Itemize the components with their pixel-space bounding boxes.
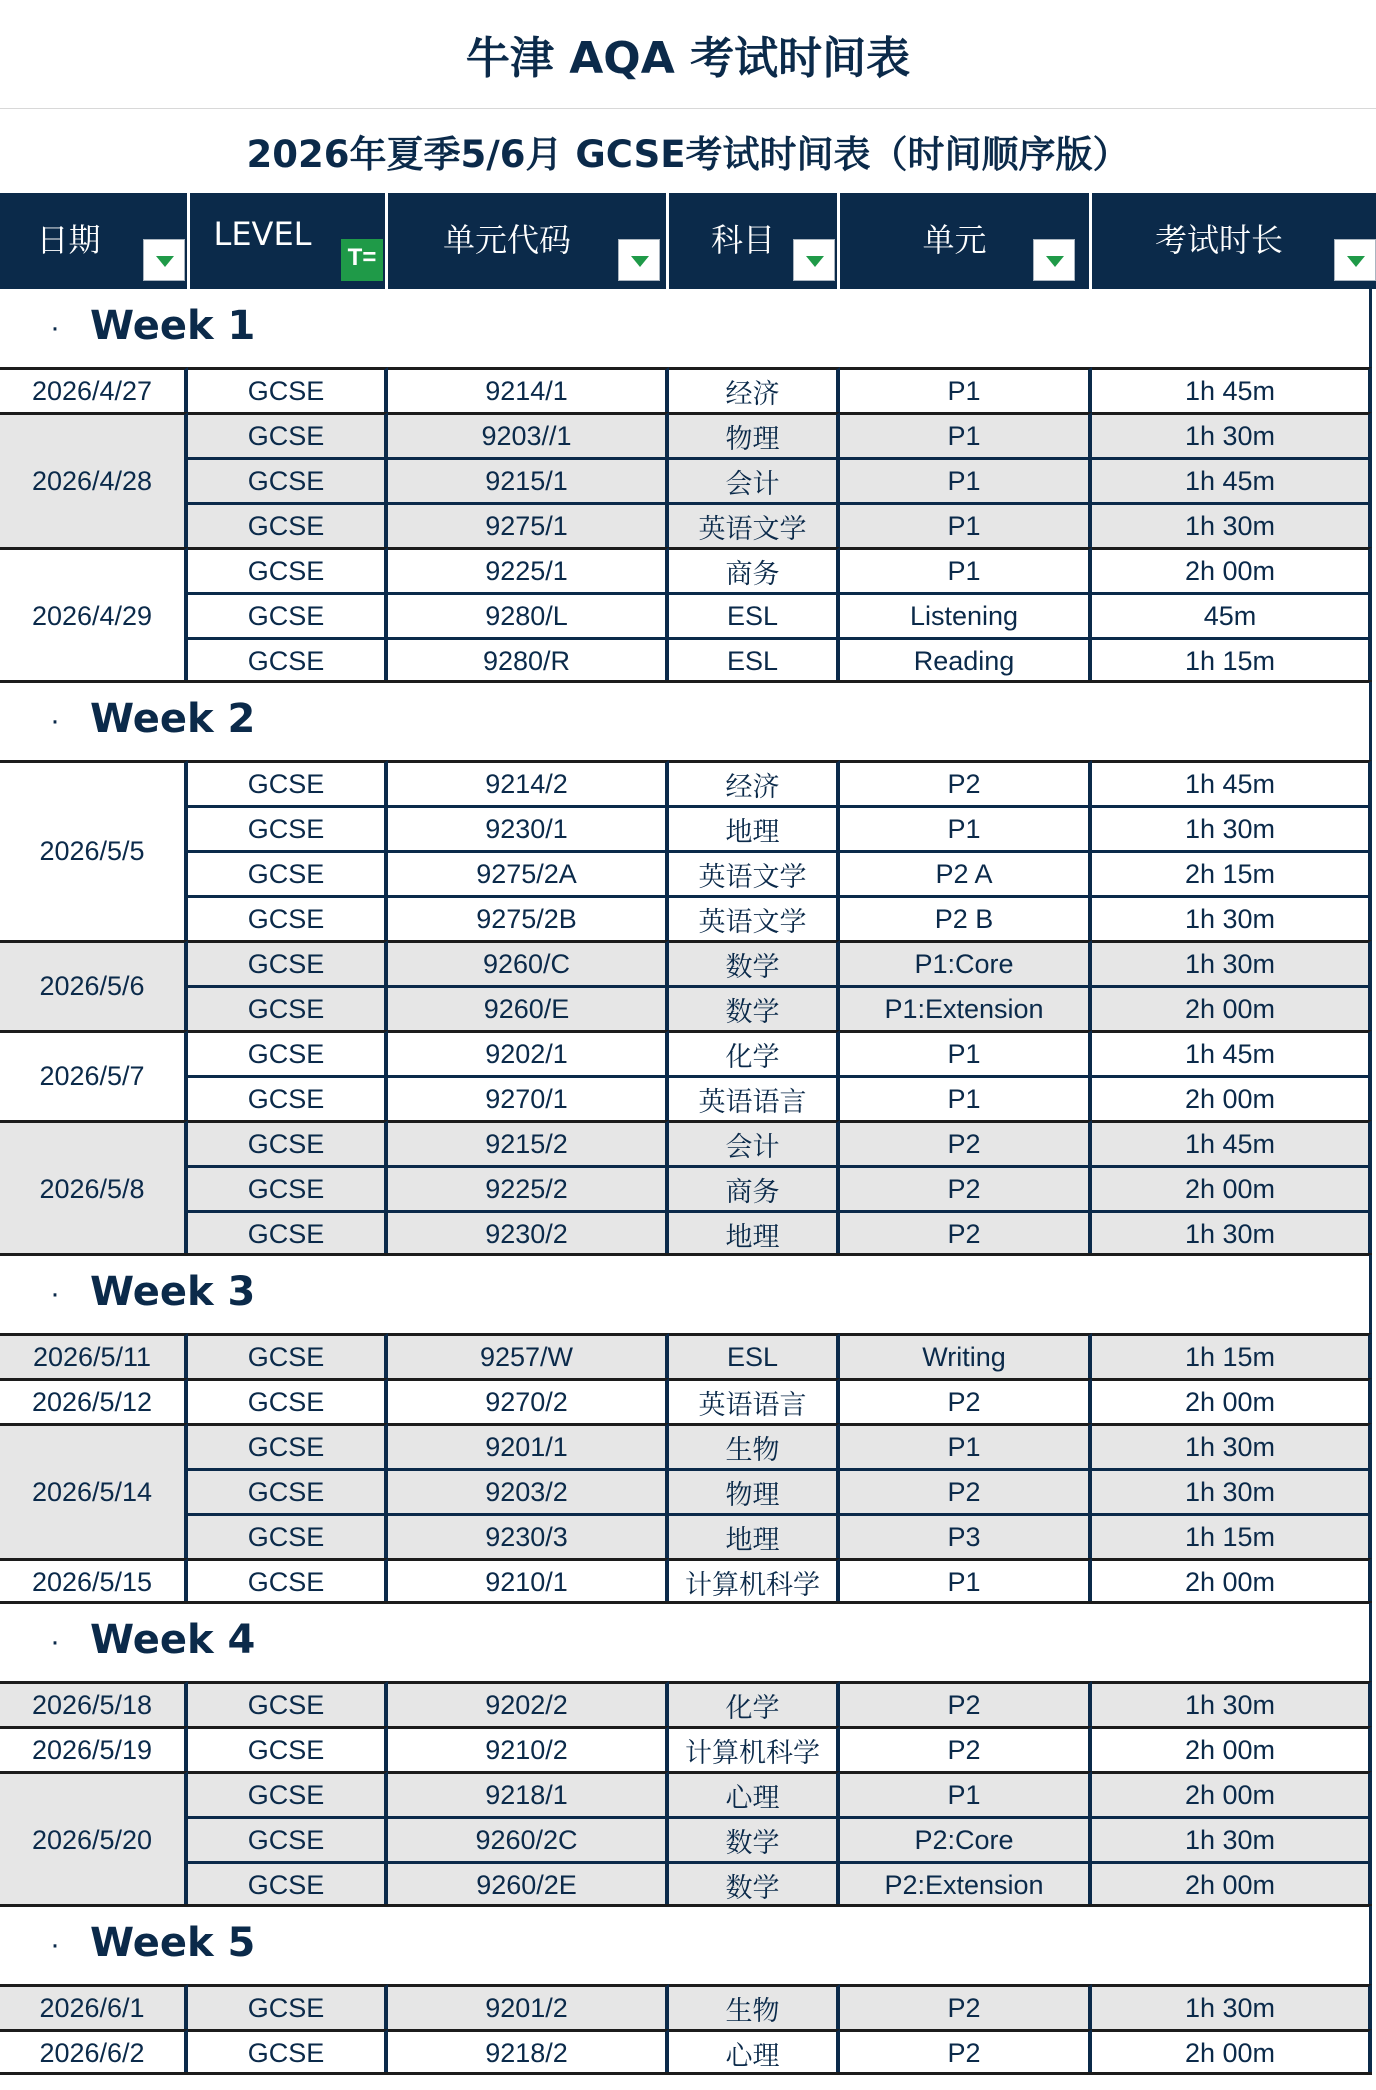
- week-heading: [0, 1906, 1372, 1984]
- unit-code-cell: 9218/1: [388, 1771, 669, 1816]
- unit-cell: P2: [840, 1378, 1092, 1423]
- duration-cell: 2h 00m: [1092, 547, 1372, 592]
- unit-cell: P1:Core: [840, 940, 1092, 985]
- subject-cell: 化学: [669, 1030, 840, 1075]
- date-cell: 2026/5/6: [0, 940, 188, 1030]
- level-cell: GCSE: [188, 1726, 388, 1771]
- unit-code-cell: 9215/2: [388, 1120, 669, 1165]
- subject-cell: ESL: [669, 1333, 840, 1378]
- filter-dropdown-icon[interactable]: [618, 239, 660, 281]
- unit-code-cell: 9214/2: [388, 760, 669, 805]
- level-cell: GCSE: [188, 1423, 388, 1468]
- column-header-level[interactable]: [190, 193, 388, 289]
- column-header-label: 日期: [36, 221, 101, 259]
- date-cell: 2026/5/14: [0, 1423, 188, 1558]
- duration-cell: 2h 00m: [1092, 985, 1372, 1030]
- unit-code-cell: 9270/1: [388, 1075, 669, 1120]
- level-cell: GCSE: [188, 412, 388, 457]
- unit-code-cell: 9260/2E: [388, 1861, 669, 1906]
- subject-cell: ESL: [669, 637, 840, 682]
- duration-cell: 1h 30m: [1092, 1984, 1372, 2029]
- duration-cell: 1h 15m: [1092, 1333, 1372, 1378]
- column-header-label: 科目: [710, 221, 775, 259]
- subject-cell: 英语文学: [669, 895, 840, 940]
- date-cell: 2026/6/2: [0, 2029, 188, 2074]
- week-heading: [0, 1255, 1372, 1333]
- level-cell: GCSE: [188, 805, 388, 850]
- unit-code-cell: 9225/2: [388, 1165, 669, 1210]
- duration-cell: 1h 30m: [1092, 502, 1372, 547]
- level-cell: GCSE: [188, 760, 388, 805]
- column-header-label: 单元代码: [442, 221, 571, 259]
- unit-cell: P1:Extension: [840, 985, 1092, 1030]
- subject-cell: 数学: [669, 985, 840, 1030]
- page-subtitle: 2026年夏季5/6月 GCSE考试时间表（时间顺序版）: [246, 133, 1130, 176]
- date-cell: 2026/5/5: [0, 760, 188, 940]
- column-header-subject[interactable]: [669, 193, 840, 289]
- level-cell: GCSE: [188, 1210, 388, 1255]
- date-cell: 2026/4/27: [0, 367, 188, 412]
- unit-code-cell: 9280/L: [388, 592, 669, 637]
- level-cell: GCSE: [188, 1771, 388, 1816]
- unit-cell: P2: [840, 2029, 1092, 2074]
- duration-cell: 45m: [1092, 592, 1372, 637]
- unit-code-cell: 9230/3: [388, 1513, 669, 1558]
- unit-code-cell: 9215/1: [388, 457, 669, 502]
- unit-code-cell: 9218/2: [388, 2029, 669, 2074]
- subject-cell: 会计: [669, 457, 840, 502]
- unit-cell: P1: [840, 805, 1092, 850]
- week-label: Week 3: [90, 1269, 256, 1315]
- subject-cell: 商务: [669, 547, 840, 592]
- unit-code-cell: 9257/W: [388, 1333, 669, 1378]
- filter-dropdown-icon[interactable]: [143, 239, 185, 281]
- unit-code-cell: 9275/2A: [388, 850, 669, 895]
- level-cell: GCSE: [188, 1378, 388, 1423]
- unit-code-cell: 9201/1: [388, 1423, 669, 1468]
- unit-cell: Reading: [840, 637, 1092, 682]
- unit-cell: P1: [840, 1771, 1092, 1816]
- unit-cell: P2: [840, 1681, 1092, 1726]
- duration-cell: 2h 00m: [1092, 2029, 1372, 2074]
- unit-code-cell: 9214/1: [388, 367, 669, 412]
- duration-cell: 1h 15m: [1092, 637, 1372, 682]
- subject-cell: 生物: [669, 1423, 840, 1468]
- week-heading: [0, 682, 1372, 760]
- duration-cell: 2h 00m: [1092, 1378, 1372, 1423]
- duration-cell: 1h 30m: [1092, 412, 1372, 457]
- unit-code-cell: 9260/2C: [388, 1816, 669, 1861]
- duration-cell: 1h 30m: [1092, 1423, 1372, 1468]
- level-cell: GCSE: [188, 940, 388, 985]
- level-cell: GCSE: [188, 637, 388, 682]
- subject-cell: 地理: [669, 805, 840, 850]
- level-cell: GCSE: [188, 1816, 388, 1861]
- duration-cell: 2h 00m: [1092, 1075, 1372, 1120]
- column-header-unit[interactable]: [840, 193, 1092, 289]
- unit-code-cell: 9225/1: [388, 547, 669, 592]
- page-title: 牛津 AQA 考试时间表: [0, 0, 1376, 109]
- level-cell: GCSE: [188, 1558, 388, 1603]
- filter-dropdown-icon[interactable]: [1334, 239, 1376, 281]
- subject-cell: 物理: [669, 1468, 840, 1513]
- subject-cell: 商务: [669, 1165, 840, 1210]
- filter-dropdown-icon[interactable]: [793, 239, 835, 281]
- date-cell: 2026/5/15: [0, 1558, 188, 1603]
- duration-cell: 2h 15m: [1092, 850, 1372, 895]
- unit-cell: P2 B: [840, 895, 1092, 940]
- duration-cell: 2h 00m: [1092, 1861, 1372, 1906]
- date-cell: 2026/6/1: [0, 1984, 188, 2029]
- unit-code-cell: 9270/2: [388, 1378, 669, 1423]
- unit-cell: P1: [840, 367, 1092, 412]
- date-cell: 2026/5/12: [0, 1378, 188, 1423]
- level-cell: GCSE: [188, 1513, 388, 1558]
- column-header-unit-code[interactable]: [388, 193, 669, 289]
- unit-cell: P1: [840, 502, 1092, 547]
- column-header-label: LEVEL: [213, 215, 312, 253]
- week-divider: [0, 2072, 1372, 2075]
- filter-dropdown-icon[interactable]: [1033, 239, 1075, 281]
- unit-cell: P1: [840, 457, 1092, 502]
- subject-cell: 数学: [669, 940, 840, 985]
- duration-cell: 1h 30m: [1092, 805, 1372, 850]
- subject-cell: 会计: [669, 1120, 840, 1165]
- subject-cell: 地理: [669, 1513, 840, 1558]
- week-label: Week 5: [90, 1920, 256, 1966]
- unit-cell: P2: [840, 1120, 1092, 1165]
- date-cell: 2026/5/8: [0, 1120, 188, 1255]
- duration-cell: 1h 30m: [1092, 895, 1372, 940]
- level-cell: GCSE: [188, 547, 388, 592]
- unit-code-cell: 9275/2B: [388, 895, 669, 940]
- level-cell: GCSE: [188, 502, 388, 547]
- week-heading: [0, 289, 1372, 367]
- week-label: Week 4: [90, 1617, 256, 1663]
- duration-cell: 1h 45m: [1092, 457, 1372, 502]
- subject-cell: 化学: [669, 1681, 840, 1726]
- unit-code-cell: 9203/2: [388, 1468, 669, 1513]
- unit-code-cell: 9202/2: [388, 1681, 669, 1726]
- unit-cell: P2:Extension: [840, 1861, 1092, 1906]
- subject-cell: 英语语言: [669, 1075, 840, 1120]
- date-cell: 2026/5/11: [0, 1333, 188, 1378]
- unit-code-cell: 9275/1: [388, 502, 669, 547]
- subject-cell: 计算机科学: [669, 1558, 840, 1603]
- duration-cell: 1h 30m: [1092, 1468, 1372, 1513]
- level-cell: GCSE: [188, 985, 388, 1030]
- subject-cell: 经济: [669, 760, 840, 805]
- unit-cell: P2: [840, 1165, 1092, 1210]
- level-cell: GCSE: [188, 1165, 388, 1210]
- duration-cell: 2h 00m: [1092, 1771, 1372, 1816]
- duration-cell: 2h 00m: [1092, 1726, 1372, 1771]
- duration-cell: 1h 45m: [1092, 1120, 1372, 1165]
- level-cell: GCSE: [188, 1075, 388, 1120]
- column-header-duration[interactable]: [1092, 193, 1376, 289]
- unit-cell: P2: [840, 1984, 1092, 2029]
- unit-cell: P1: [840, 1030, 1092, 1075]
- level-cell: GCSE: [188, 1468, 388, 1513]
- subject-cell: 地理: [669, 1210, 840, 1255]
- duration-cell: 2h 00m: [1092, 1558, 1372, 1603]
- level-cell: GCSE: [188, 1120, 388, 1165]
- unit-code-cell: 9210/1: [388, 1558, 669, 1603]
- unit-code-cell: 9203//1: [388, 412, 669, 457]
- unit-cell: P1: [840, 1423, 1092, 1468]
- level-cell: GCSE: [188, 1333, 388, 1378]
- unit-cell: P2: [840, 1468, 1092, 1513]
- unit-cell: Writing: [840, 1333, 1092, 1378]
- duration-cell: 1h 30m: [1092, 1210, 1372, 1255]
- duration-cell: 1h 30m: [1092, 1816, 1372, 1861]
- bullet-icon: ·: [50, 311, 60, 344]
- unit-code-cell: 9280/R: [388, 637, 669, 682]
- subject-cell: 英语语言: [669, 1378, 840, 1423]
- unit-cell: P1: [840, 547, 1092, 592]
- level-cell: GCSE: [188, 895, 388, 940]
- bullet-icon: ·: [50, 704, 60, 737]
- level-cell: GCSE: [188, 1030, 388, 1075]
- subject-cell: 英语文学: [669, 850, 840, 895]
- level-cell: GCSE: [188, 1861, 388, 1906]
- unit-cell: Listening: [840, 592, 1092, 637]
- level-cell: GCSE: [188, 1681, 388, 1726]
- level-cell: GCSE: [188, 592, 388, 637]
- date-cell: 2026/5/7: [0, 1030, 188, 1120]
- unit-code-cell: 9260/E: [388, 985, 669, 1030]
- date-cell: 2026/5/20: [0, 1771, 188, 1906]
- unit-cell: P1: [840, 412, 1092, 457]
- subject-cell: 计算机科学: [669, 1726, 840, 1771]
- level-cell: GCSE: [188, 367, 388, 412]
- unit-code-cell: 9260/C: [388, 940, 669, 985]
- date-cell: 2026/4/29: [0, 547, 188, 682]
- date-cell: 2026/4/28: [0, 412, 188, 547]
- column-header-label: 考试时长: [1154, 221, 1283, 259]
- level-cell: GCSE: [188, 1984, 388, 2029]
- subject-cell: 经济: [669, 367, 840, 412]
- duration-cell: 1h 15m: [1092, 1513, 1372, 1558]
- subject-cell: 物理: [669, 412, 840, 457]
- bullet-icon: ·: [50, 1928, 60, 1961]
- unit-code-cell: 9210/2: [388, 1726, 669, 1771]
- table-header: [0, 193, 1376, 289]
- duration-cell: 1h 45m: [1092, 367, 1372, 412]
- unit-cell: P2: [840, 1726, 1092, 1771]
- duration-cell: 1h 45m: [1092, 1030, 1372, 1075]
- subject-cell: 生物: [669, 1984, 840, 2029]
- subject-cell: 心理: [669, 1771, 840, 1816]
- subject-cell: 心理: [669, 2029, 840, 2074]
- duration-cell: 1h 30m: [1092, 940, 1372, 985]
- unit-code-cell: 9201/2: [388, 1984, 669, 2029]
- duration-cell: 1h 30m: [1092, 1681, 1372, 1726]
- bullet-icon: ·: [50, 1625, 60, 1658]
- unit-code-cell: 9202/1: [388, 1030, 669, 1075]
- unit-code-cell: 9230/1: [388, 805, 669, 850]
- week-heading: [0, 1603, 1372, 1681]
- week-label: Week 1: [90, 303, 256, 349]
- unit-cell: P1: [840, 1075, 1092, 1120]
- unit-cell: P2:Core: [840, 1816, 1092, 1861]
- unit-cell: P3: [840, 1513, 1092, 1558]
- column-header-date[interactable]: [0, 193, 190, 289]
- subject-cell: 英语文学: [669, 502, 840, 547]
- level-cell: GCSE: [188, 457, 388, 502]
- level-cell: GCSE: [188, 850, 388, 895]
- unit-cell: P2: [840, 760, 1092, 805]
- active-filter-icon[interactable]: T=: [341, 239, 383, 281]
- duration-cell: 1h 45m: [1092, 760, 1372, 805]
- duration-cell: 2h 00m: [1092, 1165, 1372, 1210]
- date-cell: 2026/5/18: [0, 1681, 188, 1726]
- bullet-icon: ·: [50, 1277, 60, 1310]
- subject-cell: 数学: [669, 1816, 840, 1861]
- unit-cell: P2: [840, 1210, 1092, 1255]
- subject-cell: ESL: [669, 592, 840, 637]
- column-header-label: 单元: [922, 221, 987, 259]
- week-label: Week 2: [90, 696, 256, 742]
- subject-cell: 数学: [669, 1861, 840, 1906]
- unit-code-cell: 9230/2: [388, 1210, 669, 1255]
- level-cell: GCSE: [188, 2029, 388, 2074]
- unit-cell: P2 A: [840, 850, 1092, 895]
- unit-cell: P1: [840, 1558, 1092, 1603]
- date-cell: 2026/5/19: [0, 1726, 188, 1771]
